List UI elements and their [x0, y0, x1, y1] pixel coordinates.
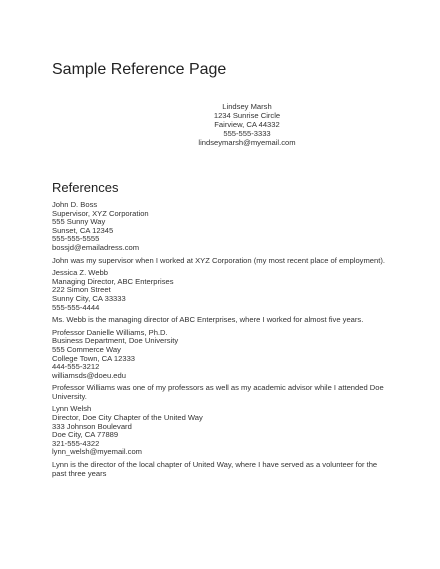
reference-city: Sunny City, CA 33333: [52, 293, 126, 303]
reference-title: Supervisor, XYZ Corporation: [52, 208, 149, 218]
reference-phone: 444-555-3212: [52, 362, 100, 372]
contact-email: lindseymarsh@myemail.com: [198, 138, 296, 147]
reference-description: Professor Williams was one of my professors as well as my academic advisor while I attended Doe University.: [52, 383, 384, 401]
reference-name: Professor Danielle Williams, Ph.D.: [52, 327, 168, 337]
page-title: Sample Reference Page: [52, 61, 227, 78]
reference-description: John was my supervisor when I worked at XYZ Corporation (my most recent place of employment).: [52, 255, 385, 265]
reference-contact: [52, 201, 392, 253]
reference-item: [52, 405, 392, 478]
reference-city: College Town, CA 12333: [52, 353, 136, 363]
reference-name: Lynn Welsh: [52, 404, 92, 414]
reference-street: 555 Commerce Way: [52, 344, 121, 354]
reference-street: 222 Simon Street: [52, 285, 111, 295]
reference-contact: [52, 405, 392, 457]
references-list: [52, 201, 392, 482]
reference-phone: 555-555-5555: [52, 234, 100, 244]
references-heading: References: [52, 180, 119, 195]
reference-title: Business Department, Doe University: [52, 336, 179, 346]
reference-title: Director, Doe City Chapter of the United Way: [52, 413, 203, 423]
reference-street: 333 Johnson Boulevard: [52, 421, 132, 431]
reference-name: John D. Boss: [52, 200, 98, 209]
reference-item: [52, 329, 392, 402]
reference-email: bossjd@emailadress.com: [52, 242, 140, 252]
reference-email: williamsds@doeu.edu: [52, 370, 126, 380]
reference-city: Doe City, CA 77889: [52, 430, 119, 440]
contact-city: Fairview, CA 44332: [214, 120, 280, 129]
contact-street: 1234 Sunrise Circle: [213, 111, 281, 120]
reference-title: Managing Director, ABC Enterprises: [52, 276, 174, 286]
reference-phone: 321-555-4322: [52, 438, 100, 448]
contact-name: Lindsey Marsh: [222, 102, 272, 111]
reference-phone: 555-555-4444: [52, 302, 100, 312]
reference-name: Jessica Z. Webb: [52, 268, 108, 278]
reference-description: Ms. Webb is the managing director of ABC Enterprises, where I worked for almost five years.: [52, 315, 364, 325]
reference-description: Lynn is the director of the local chapter of United Way, where I have served as a volunteer for the past three years: [52, 460, 378, 478]
contact-block: [140, 102, 354, 147]
reference-item: [52, 269, 392, 325]
reference-street: 555 Sunny Way: [52, 217, 106, 227]
reference-email: lynn_welsh@myemail.com: [52, 447, 143, 457]
reference-contact: [52, 269, 392, 312]
contact-phone: 555-555-3333: [223, 129, 271, 138]
reference-item: [52, 201, 392, 265]
reference-city: Sunset, CA 12345: [52, 225, 114, 235]
reference-contact: [52, 329, 392, 381]
